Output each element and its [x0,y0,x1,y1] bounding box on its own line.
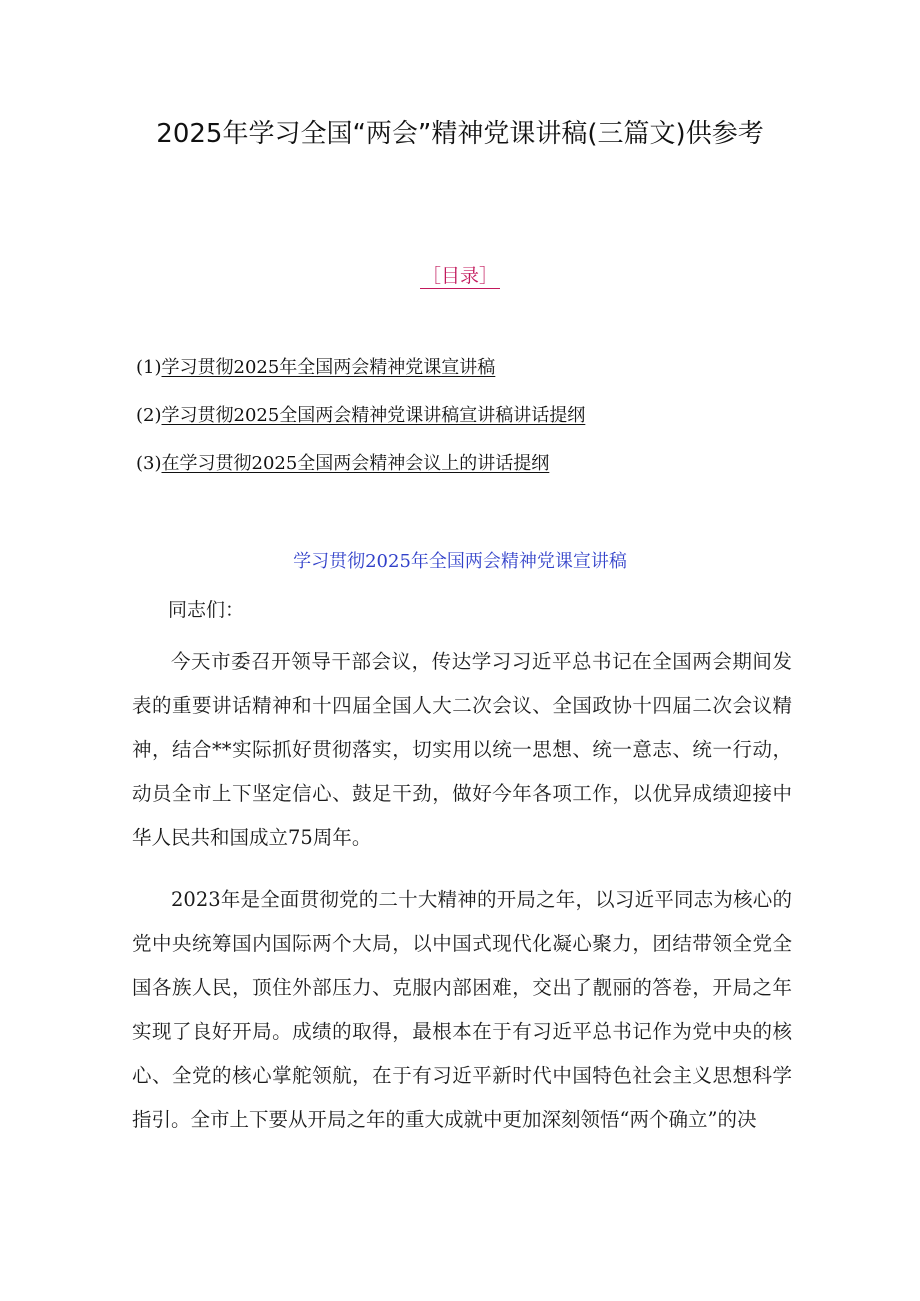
salutation: 同志们： [168,599,245,621]
toc-item-1[interactable] [136,356,836,380]
toc-item-number: (1) [136,357,162,378]
section-title: 学习贯彻2025年全国两会精神党课宣讲稿 [293,551,627,572]
toc-item-link[interactable]: 学习贯彻2025全国两会精神党课讲稿宣讲稿讲话提纲 [161,405,586,426]
body-paragraph-1: 今天市委召开领导干部会议，传达学习习近平总书记在全国两会期间发表的重要讲话精神和十四届全国人大二次会议、全国政协十四届二次会议精神，结合**实际抓好贯彻落实，切实用以统一思想、统一意志、统一行动，动员全市上下坚定信心、鼓足干劲，做好今年各项工作，以优异成绩迎接中华人民共和国成立75周年。 [132,650,792,849]
document-title: 2025年学习全国“两会”精神党课讲稿(三篇文)供参考 [156,119,764,149]
toc-item-2[interactable] [136,404,836,428]
toc-item-3[interactable] [136,452,836,476]
toc-heading-link[interactable]: ［目录］ [421,265,498,287]
toc-item-link[interactable]: 学习贯彻2025年全国两会精神党课宣讲稿 [161,357,496,378]
body-paragraph-2: 2023年是全面贯彻党的二十大精神的开局之年，以习近平同志为核心的党中央统筹国内国际两个大局，以中国式现代化凝心聚力，团结带领全党全国各族人民，顶住外部压力、克服内部困难，交出了靓丽的答卷，开局之年实现了良好开局。成绩的取得，最根本在于有习近平总书记作为党中央的核心、全党的核心掌舵领航，在于有习近平新时代中国特色社会主义思想科学指引。全市上下要从开局之年的重大成就中更加深刻领悟“两个确立”的决 [132,888,792,1131]
toc-list [136,356,836,500]
toc-item-link[interactable]: 在学习贯彻2025全国两会精神会议上的讲话提纲 [161,453,550,474]
toc-item-number: (3) [136,453,162,474]
toc-heading[interactable] [0,262,920,290]
toc-item-number: (2) [136,405,162,426]
